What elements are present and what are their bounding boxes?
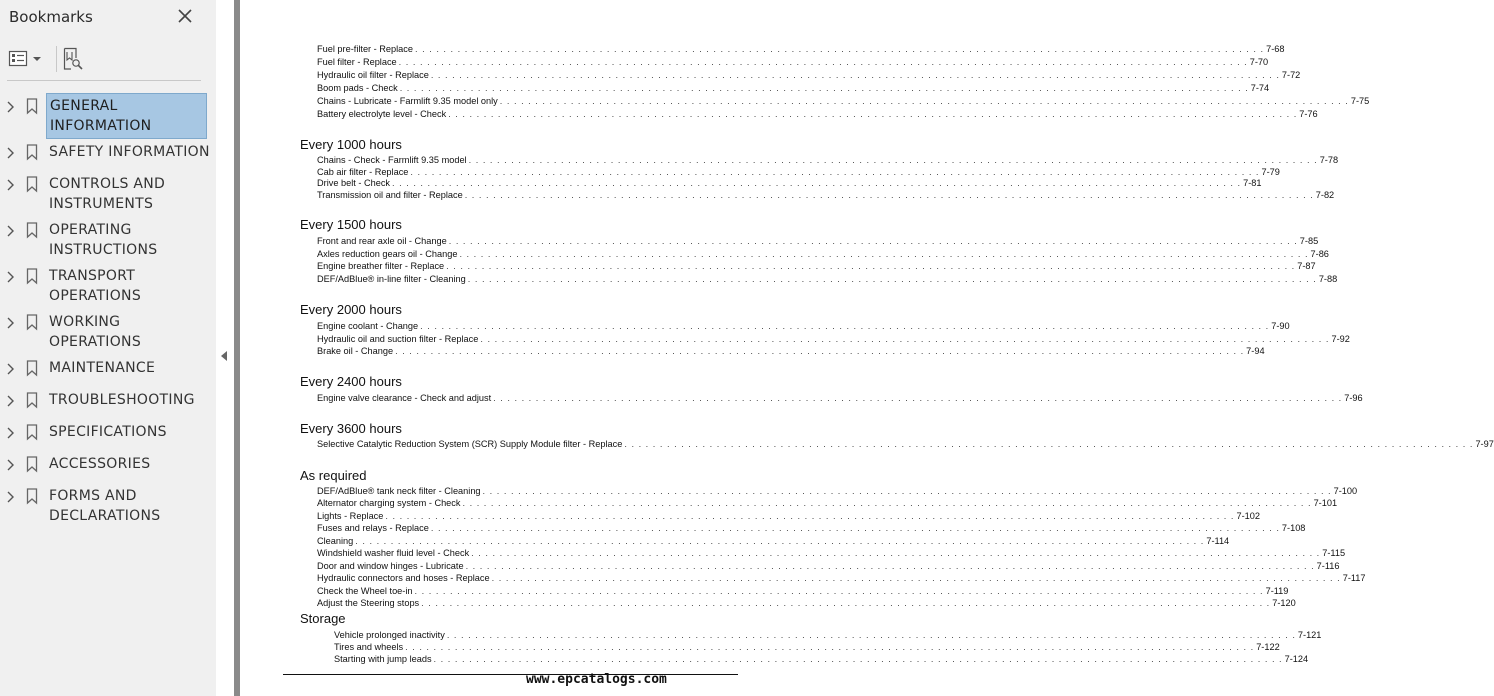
toc-entry-page: 7-90	[1271, 321, 1290, 331]
toc-entry[interactable]	[317, 535, 1230, 547]
toc-entry-page: 7-115	[1322, 548, 1346, 558]
toc-entry[interactable]	[317, 320, 1290, 332]
toc-entry-title: Windshield washer fluid level - Check	[317, 548, 470, 558]
panel-title: Bookmarks	[9, 8, 93, 26]
toc-leader-dots: . . . . . . . . . . . . . . . . . . . . . . . . . . . . . . . . . . . . . . . . . . . . . . . . . . . . . . . . . . . . . . . . . . . . . . . . . . . . . . . . . . . . . . . . . . . . . . . . . . . . . . . . . . . . . . . . . . . . . . . .	[467, 274, 1317, 284]
chevron-right-icon[interactable]	[6, 224, 16, 236]
toc-entry-title: Fuel pre-filter - Replace	[317, 44, 413, 54]
toc-entry-title: DEF/AdBlue® in-line filter - Cleaning	[317, 274, 466, 284]
toc-leader-dots: . . . . . . . . . . . . . . . . . . . . . . . . . . . . . . . . . . . . . . . . . . . . . . . . . . . . . . . . . . . . . . . . . . . . . . . . . . . . . . . . . . . . . . . . . . . . . . . . . . . . . . . . . . . . . . . . . . . . . . . .	[430, 523, 1280, 533]
collapse-panel-arrow-icon[interactable]	[220, 349, 228, 361]
toc-entry-page: 7-97	[1475, 439, 1494, 449]
toc-entry[interactable]	[334, 653, 1309, 665]
toc-leader-dots: . . . . . . . . . . . . . . . . . . . . . . . . . . . . . . . . . . . . . . . . . . . . . . . . . . . . . . . . . . . . . . . . . . . . . . . . . . . . . . . . . . . . . . . . . . . . . . . . . . . . . . . . . . . . . . . . . . . . . . . .	[482, 486, 1332, 496]
toc-entry-page: 7-101	[1313, 498, 1338, 508]
toc-entry-title: Hydraulic oil and suction filter - Replace	[317, 334, 479, 344]
toc-entry[interactable]	[317, 56, 1269, 68]
toc-leader-dots: . . . . . . . . . . . . . . . . . . . . . . . . . . . . . . . . . . . . . . . . . . . . . . . . . . . . . . . . . . . . . . . . . . . . . . . . . . . . . . . . . . . . . . . . . . . . . . . . . . . . . . . . . . . . . . . . . . . . . . . .	[355, 536, 1205, 546]
toc-entry-page: 7-76	[1299, 109, 1318, 119]
toc-leader-dots: . . . . . . . . . . . . . . . . . . . . . . . . . . . . . . . . . . . . . . . . . . . . . . . . . . . . . . . . . . . . . . . . . . . . . . . . . . . . . . . . . . . . . . . . . . . . . . . . . . . . . . . . . . . . . . . . . . . . . . . .	[430, 70, 1280, 80]
toc-entry-page: 7-75	[1350, 96, 1370, 106]
toc-entry-title: Front and rear axle oil - Change	[317, 236, 447, 246]
toc-entry-title: Vehicle prolonged inactivity	[334, 630, 445, 640]
toc-entry[interactable]	[317, 260, 1316, 272]
toc-entry[interactable]	[317, 438, 1494, 450]
toc-leader-dots: . . . . . . . . . . . . . . . . . . . . . . . . . . . . . . . . . . . . . . . . . . . . . . . . . . . . . . . . . . . . . . . . . . . . . . . . . . . . . . . . . . . . . . . . . . . . . . . . . . . . . . . . . . . . . . . . . . . . . . . .	[464, 190, 1314, 200]
bookmark-label: SPECIFICATIONS	[49, 424, 167, 440]
toc-entry-page: 7-70	[1249, 57, 1269, 67]
section-heading: Every 3600 hours	[300, 421, 402, 436]
toc-leader-dots: . . . . . . . . . . . . . . . . . . . . . . . . . . . . . . . . . . . . . . . . . . . . . . . . . . . . . . . . . . . . . . . . . . . . . . . . . . . . . . . . . . . . . . . . . . . . . . . . . . . . . . . . . . . . . . . . . . . . . . . .	[468, 155, 1318, 165]
toc-leader-dots: . . . . . . . . . . . . . . . . . . . . . . . . . . . . . . . . . . . . . . . . . . . . . . . . . . . . . . . . . . . . . . . . . . . . . . . . . . . . . . . . . . . . . . . . . . . . . . . . . . . . . . . . . . . . . . . . . . . . . . . .	[465, 561, 1315, 571]
toc-entry[interactable]	[317, 235, 1319, 247]
chevron-right-icon[interactable]	[6, 362, 16, 374]
toc-entry-page: 7-108	[1281, 523, 1306, 533]
toc-leader-dots: . . . . . . . . . . . . . . . . . . . . . . . . . . . . . . . . . . . . . . . . . . . . . . . . . . . . . . . . . . . . . . . . . . . . . . . . . . . . . . . . . . . . . . . . . . . . . . . . . . . . . . . . . . . . . . . . . . . . . . . .	[405, 642, 1255, 652]
toc-leader-dots: . . . . . . . . . . . . . . . . . . . . . . . . . . . . . . . . . . . . . . . . . . . . . . . . . . . . . . . . . . . . . . . . . . . . . . . . . . . . . . . . . . . . . . . . . . . . . . . . . . . . . . . . . . . . . . . . . . . . . . . .	[399, 83, 1249, 93]
toc-entry-page: 7-79	[1261, 167, 1280, 177]
bookmark-icon	[26, 360, 38, 376]
toc-entry-title: Cleaning	[317, 536, 354, 546]
bookmark-label: WORKING OPERATIONS	[49, 314, 142, 350]
toc-leader-dots: . . . . . . . . . . . . . . . . . . . . . . . . . . . . . . . . . . . . . . . . . . . . . . . . . . . . . . . . . . . . . . . . . . . . . . . . . . . . . . . . . . . . . . . . . . . . . . . . . . . . . . . . . . . . . . . . . . . . . . . .	[448, 109, 1298, 119]
chevron-right-icon[interactable]	[6, 426, 16, 438]
bookmark-label: SAFETY INFORMATION	[49, 144, 210, 160]
section-heading: Every 1500 hours	[300, 217, 402, 232]
options-menu-icon[interactable]	[8, 48, 44, 70]
toc-entry-title: Cab air filter - Replace	[317, 167, 409, 177]
chevron-right-icon[interactable]	[6, 146, 16, 158]
toc-entry-page: 7-119	[1265, 586, 1289, 596]
toc-entry[interactable]	[317, 560, 1340, 572]
find-bookmark-icon[interactable]	[62, 46, 86, 72]
toc-leader-dots: . . . . . . . . . . . . . . . . . . . . . . . . . . . . . . . . . . . . . . . . . . . . . . . . . . . . . . . . . . . . . . . . . . . . . . . . . . . . . . . . . . . . . . . . . . . . . . . . . . . . . . . . . . . . . . . . . . . . . . . .	[446, 630, 1296, 640]
toc-entry-title: Selective Catalytic Reduction System (SCR) Supply Module filter - Replace	[317, 439, 623, 449]
toc-entry-page: 7-82	[1315, 190, 1335, 200]
toc-entry[interactable]	[334, 641, 1280, 653]
toc-entry-title: Tires and wheels	[334, 642, 404, 652]
toc-leader-dots: . . . . . . . . . . . . . . . . . . . . . . . . . . . . . . . . . . . . . . . . . . . . . . . . . . . . . . . . . . . . . . . . . . . . . . . . . . . . . . . . . . . . . . . . . . . . . . . . . . . . . . . . . . . . . . . . . . . . . . . .	[493, 393, 1343, 403]
toc-leader-dots: . . . . . . . . . . . . . . . . . . . . . . . . . . . . . . . . . . . . . . . . . . . . . . . . . . . . . . . . . . . . . . . . . . . . . . . . . . . . . . . . . . . . . . . . . . . . . . . . . . . . . . . . . . . . . . . . . . . . . . . .	[415, 44, 1265, 54]
toc-leader-dots: . . . . . . . . . . . . . . . . . . . . . . . . . . . . . . . . . . . . . . . . . . . . . . . . . . . . . . . . . . . . . . . . . . . . . . . . . . . . . . . . . . . . . . . . . . . . . . . . . . . . . . . . . . . . . . . . . . . . . . . .	[471, 548, 1321, 558]
toc-entry-page: 7-96	[1344, 393, 1363, 403]
toc-entry[interactable]	[317, 43, 1285, 55]
watermark-text: www.epcatalogs.com	[526, 672, 667, 687]
toc-entry-title: Alternator charging system - Check	[317, 498, 461, 508]
toc-leader-dots: . . . . . . . . . . . . . . . . . . . . . . . . . . . . . . . . . . . . . . . . . . . . . . . . . . . . . . . . . . . . . . . . . . . . . . . . . . . . . . . . . . . . . . . . . . . . . . . . . . . . . . . . . . . . . . . . . . . . . . . .	[446, 261, 1296, 271]
toc-leader-dots: . . . . . . . . . . . . . . . . . . . . . . . . . . . . . . . . . . . . . . . . . . . . . . . . . . . . . . . . . . . . . . . . . . . . . . . . . . . . . . . . . . . . . . . . . . . . . . . . . . . . . . . . . . . . . . . . . . . . . . . .	[624, 439, 1474, 449]
toc-entry-page: 7-94	[1246, 346, 1265, 356]
toc-entry-title: Drive belt - Check	[317, 178, 391, 188]
section-heading: As required	[300, 468, 367, 483]
toc-leader-dots: . . . . . . . . . . . . . . . . . . . . . . . . . . . . . . . . . . . . . . . . . . . . . . . . . . . . . . . . . . . . . . . . . . . . . . . . . . . . . . . . . . . . . . . . . . . . . . . . . . . . . . . . . . . . . . . . . . . . . . . .	[480, 334, 1330, 344]
bookmark-label: OPERATING INSTRUCTIONS	[49, 222, 158, 258]
toc-entry[interactable]	[317, 345, 1265, 357]
toc-entry[interactable]	[317, 392, 1363, 404]
toc-entry[interactable]	[317, 572, 1366, 584]
toc-entry-page: 7-92	[1331, 334, 1350, 344]
bookmark-label: ACCESSORIES	[49, 456, 151, 472]
toc-entry[interactable]	[317, 69, 1301, 81]
toc-entry-page: 7-88	[1318, 274, 1338, 284]
bookmark-icon	[26, 314, 38, 330]
toc-entry[interactable]	[317, 585, 1289, 597]
toc-leader-dots: . . . . . . . . . . . . . . . . . . . . . . . . . . . . . . . . . . . . . . . . . . . . . . . . . . . . . . . . . . . . . . . . . . . . . . . . . . . . . . . . . . . . . . . . . . . . . . . . . . . . . . . . . . . . . . . . . . . . . . . .	[499, 96, 1349, 106]
toc-entry[interactable]	[317, 108, 1318, 120]
toc-entry-page: 7-121	[1297, 630, 1322, 640]
toc-entry[interactable]	[317, 510, 1260, 522]
toc-entry-page: 7-78	[1319, 155, 1339, 165]
toc-entry-title: Chains - Lubricate - Farmlift 9.35 model only	[317, 96, 498, 106]
chevron-right-icon[interactable]	[6, 316, 16, 328]
document-page	[240, 0, 1494, 696]
section-heading: Every 1000 hours	[300, 137, 402, 152]
toc-entry[interactable]	[317, 547, 1346, 559]
close-icon[interactable]	[175, 6, 195, 26]
toc-entry-title: Lights - Replace	[317, 511, 384, 521]
toc-entry-page: 7-100	[1333, 486, 1358, 496]
toc-entry[interactable]	[317, 154, 1339, 166]
toc-leader-dots: . . . . . . . . . . . . . . . . . . . . . . . . . . . . . . . . . . . . . . . . . . . . . . . . . . . . . . . . . . . . . . . . . . . . . . . . . . . . . . . . . . . . . . . . . . . . . . . . . . . . . . . . . . . . . . . . . . . . . . . .	[420, 321, 1270, 331]
toc-leader-dots: . . . . . . . . . . . . . . . . . . . . . . . . . . . . . . . . . . . . . . . . . . . . . . . . . . . . . . . . . . . . . . . . . . . . . . . . . . . . . . . . . . . . . . . . . . . . . . . . . . . . . . . . . . . . . . . . . . . . . . . .	[491, 573, 1341, 583]
bookmark-icon	[26, 98, 38, 114]
bookmark-icon	[26, 144, 38, 160]
toc-entry-page: 7-120	[1272, 598, 1296, 608]
bookmark-icon	[26, 488, 38, 504]
bookmark-label: TROUBLESHOOTING	[49, 392, 195, 408]
toc-leader-dots: . . . . . . . . . . . . . . . . . . . . . . . . . . . . . . . . . . . . . . . . . . . . . . . . . . . . . . . . . . . . . . . . . . . . . . . . . . . . . . . . . . . . . . . . . . . . . . . . . . . . . . . . . . . . . . . . . . . . . . . .	[398, 57, 1248, 67]
toc-entry-page: 7-68	[1266, 44, 1285, 54]
toc-entry-title: Starting with jump leads	[334, 654, 432, 664]
bookmarks-panel	[0, 0, 217, 696]
toc-entry-page: 7-122	[1256, 642, 1280, 652]
toc-entry[interactable]	[317, 177, 1262, 189]
toc-entry-title: Hydraulic connectors and hoses - Replace	[317, 573, 490, 583]
section-heading: Storage	[300, 611, 346, 626]
bookmarks-toolbar	[8, 46, 208, 72]
toc-entry-title: Hydraulic oil filter - Replace	[317, 70, 429, 80]
bookmark-icon	[26, 222, 38, 238]
toc-entry[interactable]	[317, 522, 1306, 534]
toc-leader-dots: . . . . . . . . . . . . . . . . . . . . . . . . . . . . . . . . . . . . . . . . . . . . . . . . . . . . . . . . . . . . . . . . . . . . . . . . . . . . . . . . . . . . . . . . . . . . . . . . . . . . . . . . . . . . . . . . . . . . . . . .	[433, 654, 1283, 664]
toc-entry-title: Engine valve clearance - Check and adjust	[317, 393, 492, 403]
bookmark-icon	[26, 456, 38, 472]
chevron-right-icon[interactable]	[6, 394, 16, 406]
toc-entry-title: Chains - Check - Farmlift 9.35 model	[317, 155, 467, 165]
panel-splitter[interactable]	[216, 0, 234, 696]
toc-leader-dots: . . . . . . . . . . . . . . . . . . . . . . . . . . . . . . . . . . . . . . . . . . . . . . . . . . . . . . . . . . . . . . . . . . . . . . . . . . . . . . . . . . . . . . . . . . . . . . . . . . . . . . . . . . . . . . . . . . . . . . . .	[392, 178, 1242, 188]
toc-entry-page: 7-116	[1316, 561, 1340, 571]
toc-entry-title: Engine breather filter - Replace	[317, 261, 445, 271]
section-heading: Every 2400 hours	[300, 374, 402, 389]
chevron-right-icon[interactable]	[6, 270, 16, 282]
toc-entry-page: 7-81	[1243, 178, 1262, 188]
toc-leader-dots: . . . . . . . . . . . . . . . . . . . . . . . . . . . . . . . . . . . . . . . . . . . . . . . . . . . . . . . . . . . . . . . . . . . . . . . . . . . . . . . . . . . . . . . . . . . . . . . . . . . . . . . . . . . . . . . . . . . . . . . .	[410, 167, 1260, 177]
toc-entry-page: 7-72	[1281, 70, 1301, 80]
toc-entry-title: Axles reduction gears oil - Change	[317, 249, 458, 259]
toc-entry[interactable]	[317, 597, 1296, 609]
chevron-right-icon[interactable]	[6, 178, 16, 190]
bookmark-label: MAINTENANCE	[49, 360, 156, 376]
bookmark-label: CONTROLS AND INSTRUMENTS	[49, 176, 166, 212]
toc-leader-dots: . . . . . . . . . . . . . . . . . . . . . . . . . . . . . . . . . . . . . . . . . . . . . . . . . . . . . . . . . . . . . . . . . . . . . . . . . . . . . . . . . . . . . . . . . . . . . . . . . . . . . . . . . . . . . . . . . . . . . . . .	[385, 511, 1235, 521]
toc-entry-page: 7-114	[1206, 536, 1230, 546]
toolbar-divider	[7, 80, 201, 81]
chevron-right-icon[interactable]	[6, 458, 16, 470]
bookmark-label: GENERAL INFORMATION	[46, 93, 207, 139]
toc-entry-title: Boom pads - Check	[317, 83, 398, 93]
toc-entry[interactable]	[317, 248, 1329, 260]
bookmark-icon	[26, 392, 38, 408]
toc-leader-dots: . . . . . . . . . . . . . . . . . . . . . . . . . . . . . . . . . . . . . . . . . . . . . . . . . . . . . . . . . . . . . . . . . . . . . . . . . . . . . . . . . . . . . . . . . . . . . . . . . . . . . . . . . . . . . . . . . . . . . . . .	[462, 498, 1312, 508]
toc-entry-title: Engine coolant - Change	[317, 321, 419, 331]
chevron-right-icon[interactable]	[6, 100, 16, 112]
section-heading: Every 2000 hours	[300, 302, 402, 317]
toc-entry[interactable]	[317, 333, 1350, 345]
toc-entry-page: 7-87	[1297, 261, 1316, 271]
toc-leader-dots: . . . . . . . . . . . . . . . . . . . . . . . . . . . . . . . . . . . . . . . . . . . . . . . . . . . . . . . . . . . . . . . . . . . . . . . . . . . . . . . . . . . . . . . . . . . . . . . . . . . . . . . . . . . . . . . . . . . . . . . .	[414, 586, 1264, 596]
toc-entry[interactable]	[317, 273, 1338, 285]
bookmark-label: TRANSPORT OPERATIONS	[49, 268, 142, 304]
toc-leader-dots: . . . . . . . . . . . . . . . . . . . . . . . . . . . . . . . . . . . . . . . . . . . . . . . . . . . . . . . . . . . . . . . . . . . . . . . . . . . . . . . . . . . . . . . . . . . . . . . . . . . . . . . . . . . . . . . . . . . . . . . .	[395, 346, 1245, 356]
toc-entry-page: 7-102	[1236, 511, 1260, 521]
toc-entry-title: DEF/AdBlue® tank neck filter - Cleaning	[317, 486, 481, 496]
toc-entry-page: 7-74	[1250, 83, 1270, 93]
toc-entry-title: Fuel filter - Replace	[317, 57, 397, 67]
toc-entry[interactable]	[317, 497, 1338, 509]
toc-leader-dots: . . . . . . . . . . . . . . . . . . . . . . . . . . . . . . . . . . . . . . . . . . . . . . . . . . . . . . . . . . . . . . . . . . . . . . . . . . . . . . . . . . . . . . . . . . . . . . . . . . . . . . . . . . . . . . . . . . . . . . . .	[459, 249, 1309, 259]
toc-entry-title: Brake oil - Change	[317, 346, 394, 356]
toc-entry-page: 7-85	[1299, 236, 1319, 246]
bookmark-icon	[26, 176, 38, 192]
bookmark-label: FORMS AND DECLARATIONS	[49, 488, 161, 524]
toc-leader-dots: . . . . . . . . . . . . . . . . . . . . . . . . . . . . . . . . . . . . . . . . . . . . . . . . . . . . . . . . . . . . . . . . . . . . . . . . . . . . . . . . . . . . . . . . . . . . . . . . . . . . . . . . . . . . . . . . . . . . . . . .	[421, 598, 1271, 608]
chevron-right-icon[interactable]	[6, 490, 16, 502]
toc-entry-title: Battery electrolyte level - Check	[317, 109, 447, 119]
footer-rule	[283, 674, 738, 675]
toc-entry[interactable]	[317, 95, 1370, 107]
toc-entry-title: Check the Wheel toe-in	[317, 586, 413, 596]
toc-entry[interactable]	[317, 189, 1335, 201]
toc-entry[interactable]	[317, 82, 1270, 94]
toc-leader-dots: . . . . . . . . . . . . . . . . . . . . . . . . . . . . . . . . . . . . . . . . . . . . . . . . . . . . . . . . . . . . . . . . . . . . . . . . . . . . . . . . . . . . . . . . . . . . . . . . . . . . . . . . . . . . . . . . . . . . . . . .	[448, 236, 1298, 246]
toc-entry-page: 7-124	[1284, 654, 1309, 664]
toc-entry-title: Fuses and relays - Replace	[317, 523, 429, 533]
toc-entry-page: 7-86	[1310, 249, 1329, 259]
toc-entry-page: 7-117	[1342, 573, 1366, 583]
toc-entry-title: Door and window hinges - Lubricate	[317, 561, 464, 571]
bookmark-icon	[26, 268, 38, 284]
toc-entry[interactable]	[317, 485, 1358, 497]
toc-entry[interactable]	[334, 629, 1322, 641]
toc-entry-title: Transmission oil and filter - Replace	[317, 190, 463, 200]
toc-entry-title: Adjust the Steering stops	[317, 598, 420, 608]
toolbar-separator	[56, 46, 57, 72]
bookmark-icon	[26, 424, 38, 440]
